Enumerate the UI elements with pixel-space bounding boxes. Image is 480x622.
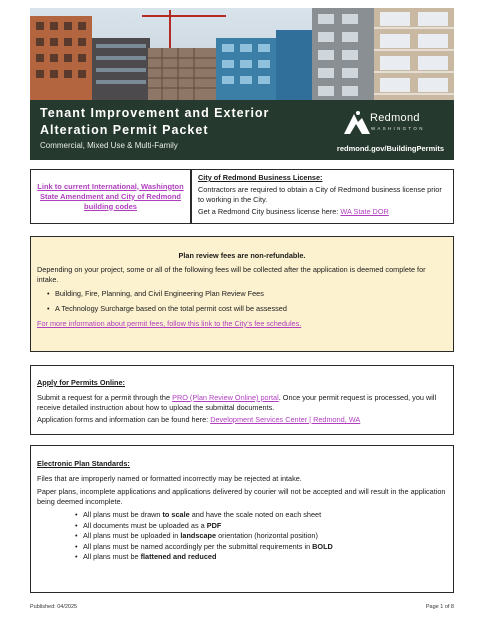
building-permits-url[interactable]: redmond.gov/BuildingPermits <box>336 144 444 153</box>
apply-paragraph-1: Submit a request for a permit through the PRO (Plan Review Online) portal. Once your permit request is processed, you will receive detailed instruction about how to upload the submittal documents. <box>37 393 437 412</box>
page-number: Page 1 of 8 <box>425 604 454 610</box>
standards-paragraph-2: Paper plans, incomplete applications and applications delivered by courier will not be accepted and will result in the application being deemed incomplete. <box>37 487 446 506</box>
business-license-heading: City of Redmond Business License: <box>198 173 323 182</box>
logo-name: Redmond <box>370 112 420 124</box>
list-item: • All plans must be named accordingly per the submittal requirements in BOLD <box>75 542 447 552</box>
building-codes-link-box <box>30 169 191 224</box>
title-band <box>30 100 454 160</box>
hero-building-photo <box>30 8 454 100</box>
apply-online-box <box>30 365 454 435</box>
fees-list <box>47 289 447 314</box>
business-license-body: Contractors are required to obtain a City of Redmond business license prior to working in the City. <box>198 185 442 204</box>
fees-intro: Depending on your project, some or all of the following fees will be collected after the application is deemed complete for intake. <box>37 265 426 284</box>
list-item: • All plans must be uploaded in landscape orientation (horizontal position) <box>75 531 447 541</box>
plan-review-fees-box <box>30 236 454 352</box>
standards-list <box>75 510 447 562</box>
fees-heading: Plan review fees are non-refundable. <box>178 251 306 260</box>
development-services-link[interactable]: Development Services Center | Redmond, WA <box>210 415 361 424</box>
standards-paragraph-1: Files that are improperly named or formatted incorrectly may be rejected at intake. <box>37 474 302 483</box>
business-license-box <box>191 169 454 224</box>
list-item: • Building, Fire, Planning, and Civil Engineering Plan Review Fees <box>47 289 447 299</box>
list-item: • All plans must be drawn to scale and have the scale noted on each sheet <box>75 510 447 520</box>
business-license-line: Get a Redmond City business license here: WA State DOR <box>198 207 389 216</box>
logo-subtitle: WASHINGTON <box>371 126 425 131</box>
apply-paragraph-2: Application forms and information can be found here: Development Services Center | Redmond, WA <box>37 415 361 424</box>
plan-standards-box <box>30 445 454 593</box>
list-item: • All documents must be uploaded as a PDF <box>75 521 447 531</box>
wa-state-dor-link[interactable]: WA State DOR <box>340 207 389 216</box>
apply-heading: Apply for Permits Online: <box>37 378 125 387</box>
packet-subtitle: Commercial, Mixed Use & Multi-Family <box>40 141 178 150</box>
list-item: • All plans must be flattened and reduced <box>75 552 447 562</box>
pro-portal-link[interactable]: PRO (Plan Review Online) portal <box>172 393 279 402</box>
standards-heading: Electronic Plan Standards: <box>37 459 130 468</box>
packet-title-line2: Alteration Permit Packet <box>40 123 209 137</box>
fee-schedules-link[interactable]: For more information about permit fees, follow this link to the City’s fee schedules. <box>37 319 302 328</box>
building-codes-link[interactable]: Link to current International, Washington State Amendment and City of Redmond building codes <box>37 181 184 211</box>
packet-title-line1: Tenant Improvement and Exterior <box>40 106 270 120</box>
published-date: Published: 04/2025 <box>30 604 78 610</box>
list-item: • A Technology Surcharge based on the total permit cost will be assessed <box>47 304 447 314</box>
